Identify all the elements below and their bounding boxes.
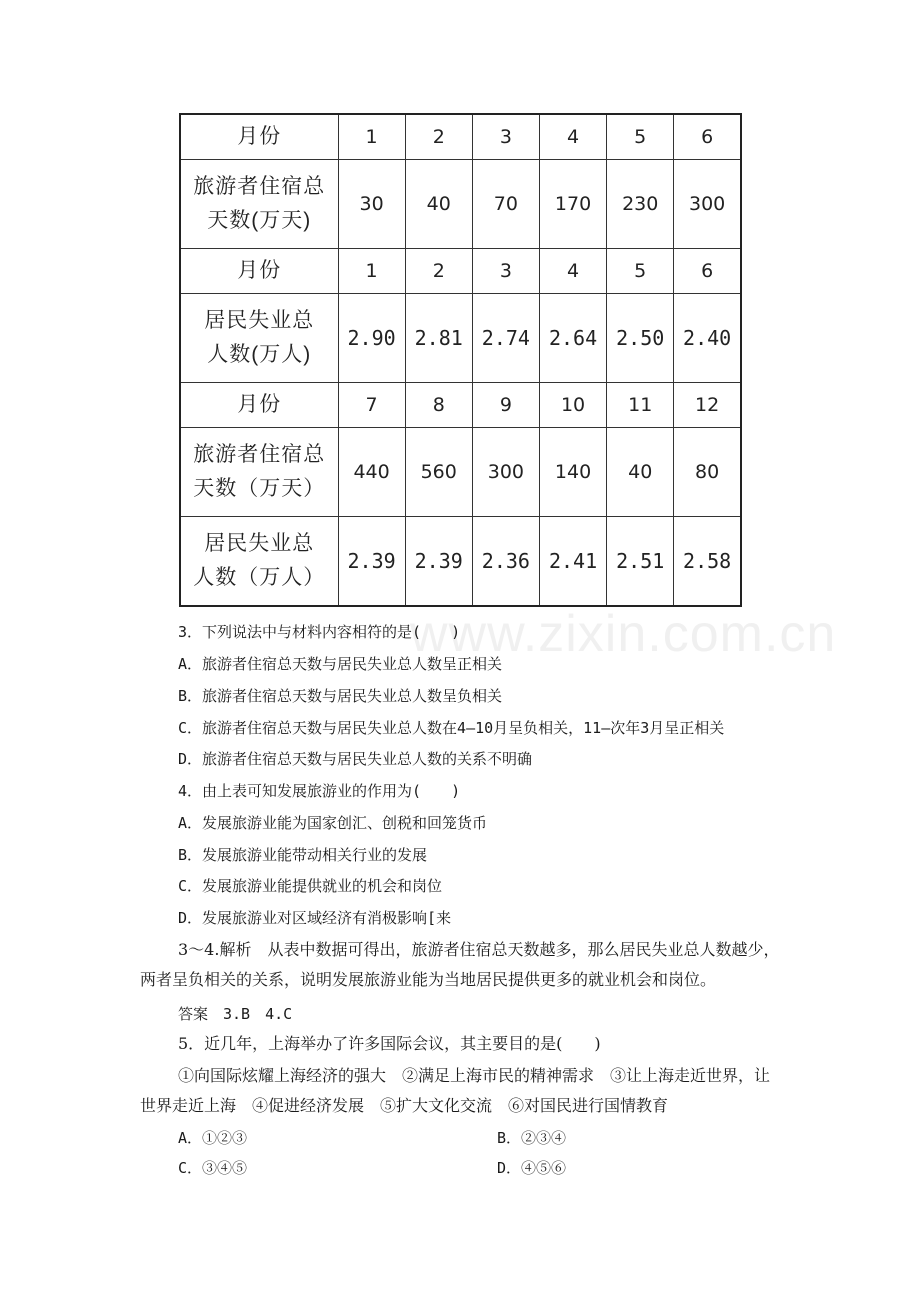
table-cell: 2.81: [405, 294, 472, 383]
question-3-option-b: B．旅游者住宿总天数与居民失业总人数呈负相关: [178, 687, 503, 705]
question-3-stem: 3．下列说法中与材料内容相符的是( ): [178, 623, 461, 641]
question-5-options-line-1: ①向国际炫耀上海经济的强大 ②满足上海市民的精神需求 ③让上海走近世界，让: [178, 1066, 771, 1085]
table-cell: 11: [607, 383, 674, 428]
table-cell: 300: [674, 160, 741, 249]
table-cell: 40: [607, 428, 674, 517]
table-cell: 2.40: [674, 294, 741, 383]
table-cell: 10: [539, 383, 606, 428]
table-cell: 7: [338, 383, 405, 428]
question-5-stem: 5．近几年，上海举办了许多国际会议，其主要目的是( ): [178, 1034, 601, 1053]
table-cell: 2: [405, 249, 472, 294]
tourism-days-label: [180, 428, 338, 517]
table-cell: 3: [472, 114, 539, 160]
question-3-option-d: D．旅游者住宿总天数与居民失业总人数的关系不明确: [178, 750, 533, 768]
table-cell: 6: [674, 249, 741, 294]
unemployment-label: [180, 294, 338, 383]
watermark: www.zixin.com.cn: [410, 605, 837, 663]
table-row: [180, 383, 741, 428]
question-4-option-b: B．发展旅游业能带动相关行业的发展: [178, 846, 428, 864]
question-5-option-b: B．②③④: [497, 1129, 567, 1147]
unemployment-label: [180, 517, 338, 607]
table-row: [180, 517, 741, 607]
tourism-days-label: [180, 160, 338, 249]
table-cell: 2.90: [338, 294, 405, 383]
table-cell: 3: [472, 249, 539, 294]
question-5-option-d: D．④⑤⑥: [497, 1159, 567, 1177]
table-row: [180, 294, 741, 383]
table-cell: 4: [539, 249, 606, 294]
table-cell: 1: [338, 249, 405, 294]
table-cell: 2.41: [539, 517, 606, 607]
table-cell: 2.50: [607, 294, 674, 383]
table-cell: 5: [607, 114, 674, 160]
label-line: 旅游者住宿总: [193, 175, 326, 198]
table-cell: 300: [472, 428, 539, 517]
table-cell: 2.64: [539, 294, 606, 383]
question-5-option-a: A．①②③: [178, 1129, 248, 1147]
table-cell: 4: [539, 114, 606, 160]
answer-line: 答案 3.B 4.C: [178, 1005, 293, 1023]
table-cell: 2: [405, 114, 472, 160]
table-cell: 2.39: [338, 517, 405, 607]
table-cell: 30: [338, 160, 405, 249]
question-3-option-a: A．旅游者住宿总天数与居民失业总人数呈正相关: [178, 655, 503, 673]
question-3-option-c: C．旅游者住宿总天数与居民失业总人数在4—10月呈负相关，11—次年3月呈正相关: [178, 719, 725, 737]
label-line: 旅游者住宿总: [193, 443, 326, 466]
table-cell: 5: [607, 249, 674, 294]
month-header-label: 月份: [180, 383, 338, 428]
table-cell: 560: [405, 428, 472, 517]
label-line: 天数(万天): [207, 209, 312, 232]
label-line: 天数（万天）: [193, 477, 326, 500]
table-row: [180, 114, 741, 160]
month-header-label: 月份: [180, 249, 338, 294]
analysis-line-2: 两者呈负相关的关系，说明发展旅游业能为当地居民提供更多的就业机会和岗位。: [140, 970, 717, 989]
table-row: [180, 249, 741, 294]
table-cell: 40: [405, 160, 472, 249]
label-line: 居民失业总: [204, 532, 315, 555]
table-cell: 2.36: [472, 517, 539, 607]
table-cell: 12: [674, 383, 741, 428]
analysis-line-1: 3～4.解析 从表中数据可得出，旅游者住宿总天数越多，那么居民失业总人数越少，: [178, 940, 780, 959]
table-cell: 9: [472, 383, 539, 428]
month-header-label: 月份: [180, 114, 338, 160]
table-row: [180, 160, 741, 249]
label-line: 居民失业总: [204, 309, 315, 332]
label-line: 人数(万人): [207, 343, 312, 366]
question-5-option-c: C．③④⑤: [178, 1159, 248, 1177]
table-cell: 80: [674, 428, 741, 517]
table-cell: 2.74: [472, 294, 539, 383]
table-cell: 8: [405, 383, 472, 428]
table-cell: 230: [607, 160, 674, 249]
question-4-option-a: A．发展旅游业能为国家创汇、创税和回笼货币: [178, 814, 488, 832]
table-cell: 170: [539, 160, 606, 249]
tourism-unemployment-table: [179, 113, 742, 607]
question-4-option-c: C．发展旅游业能提供就业的机会和岗位: [178, 877, 443, 895]
question-4-stem: 4．由上表可知发展旅游业的作用为( ): [178, 782, 461, 800]
question-4-option-d: D．发展旅游业对区域经济有消极影响[来: [178, 909, 452, 927]
table-cell: 140: [539, 428, 606, 517]
question-5-options-line-2: 世界走近上海 ④促进经济发展 ⑤扩大文化交流 ⑥对国民进行国情教育: [140, 1096, 669, 1115]
table-cell: 2.51: [607, 517, 674, 607]
label-line: 人数（万人）: [193, 566, 326, 589]
table-cell: 2.39: [405, 517, 472, 607]
table-cell: 70: [472, 160, 539, 249]
table-cell: 2.58: [674, 517, 741, 607]
table-row: [180, 428, 741, 517]
table-cell: 6: [674, 114, 741, 160]
table-cell: 440: [338, 428, 405, 517]
table-cell: 1: [338, 114, 405, 160]
